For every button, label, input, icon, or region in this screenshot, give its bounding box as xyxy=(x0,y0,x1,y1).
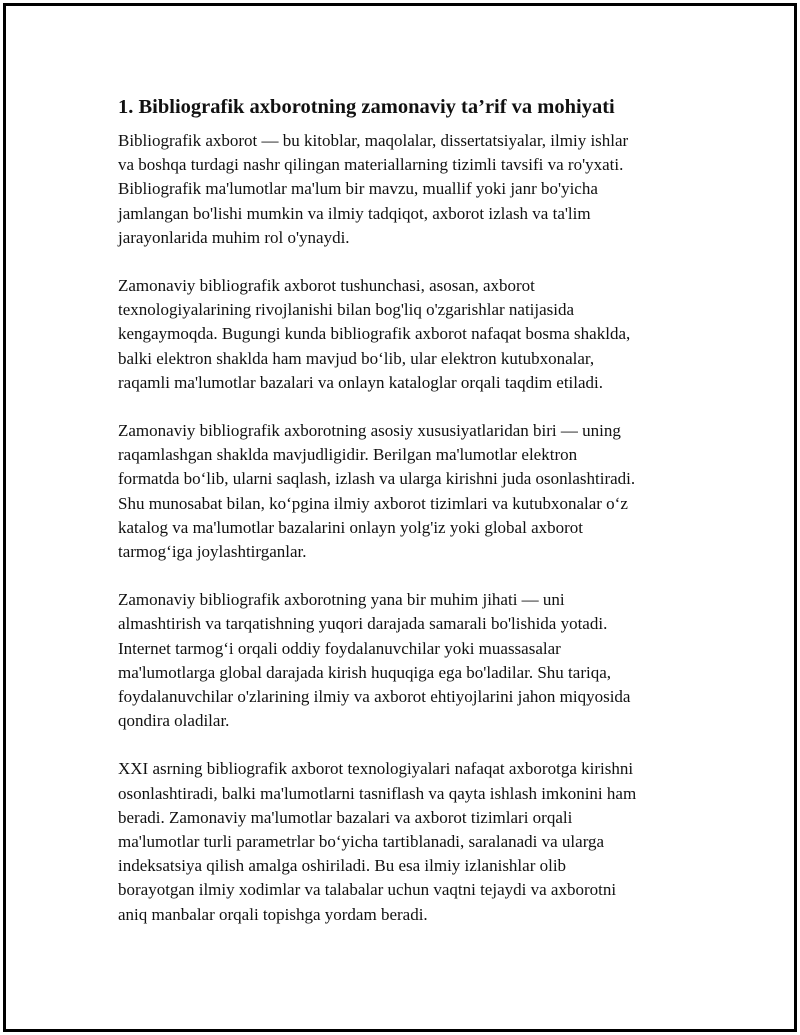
paragraph-2 xyxy=(118,274,688,395)
paragraph-5 xyxy=(118,757,688,926)
text-line: balki elektron shaklda ham mavjud bo‘lib, ular elektron kutubxonalar, xyxy=(118,348,595,368)
text-line: ma'lumotlar turli parametrlar bo‘yicha tartiblanadi, saralanadi va ularga xyxy=(118,832,605,852)
text-line: raqamlashgan shaklda mavjudligidir. Berilgan ma'lumotlar elektron xyxy=(118,445,578,465)
text-line: qondira oladilar. xyxy=(118,711,230,731)
document-body xyxy=(118,94,688,951)
text-line: katalog va ma'lumotlar bazalarini onlayn yolg'iz yoki global axborot xyxy=(118,517,583,537)
text-line: Zamonaviy bibliografik axborotning asosiy xususiyatlaridan biri — uning xyxy=(118,421,621,441)
text-line: raqamli ma'lumotlar bazalari va onlayn kataloglar orqali taqdim etiladi. xyxy=(118,372,604,392)
paragraph-3 xyxy=(118,419,688,564)
text-line: aniq manbalar orqali topishga yordam beradi. xyxy=(118,904,428,924)
text-line: osonlashtiradi, balki ma'lumotlarni tasniflash va qayta ishlash imkonini ham xyxy=(118,783,637,803)
text-line: almashtirish va tarqatishning yuqori darajada samarali bo'lishida yotadi. xyxy=(118,614,608,634)
section-heading: 1. Bibliografik axborotning zamonaviy ta’rif va mohiyati xyxy=(118,96,615,118)
text-line: Shu munosabat bilan, ko‘pgina ilmiy axborot tizimlari va kutubxonalar o‘z xyxy=(118,493,628,513)
text-line: Zamonaviy bibliografik axborot tushunchasi, asosan, axborot xyxy=(118,276,535,296)
paragraph-1 xyxy=(118,129,688,250)
text-line: jamlangan bo'lishi mumkin va ilmiy tadqiqot, axborot izlash va ta'lim xyxy=(118,203,591,223)
text-line: beradi. Zamonaviy ma'lumotlar bazalari va axborot tizimlari orqali xyxy=(118,807,573,827)
text-line: va boshqa turdagi nashr qilingan materiallarning tizimli tavsifi va ro'yxati. xyxy=(118,155,624,175)
text-line: indeksatsiya qilish amalga oshiriladi. Bu esa ilmiy izlanishlar olib xyxy=(118,856,567,876)
text-line: ma'lumotlarga global darajada kirish huquqiga ega bo'ladilar. Shu tariqa, xyxy=(118,662,612,682)
text-line: Internet tarmog‘i orqali oddiy foydalanuvchilar yoki muassasalar xyxy=(118,638,561,658)
text-line: tarmog‘iga joylashtirganlar. xyxy=(118,542,307,562)
text-line: texnologiyalarining rivojlanishi bilan bog'liq o'zgarishlar natijasida xyxy=(118,300,575,320)
paragraph-4 xyxy=(118,588,688,733)
text-line: kengaymoqda. Bugungi kunda bibliografik axborot nafaqat bosma shaklda, xyxy=(118,324,631,344)
text-line: formatda bo‘lib, ularni saqlash, izlash va ularga kirishni juda osonlashtiradi. xyxy=(118,469,636,489)
text-line: Bibliografik axborot — bu kitoblar, maqolalar, dissertatsiyalar, ilmiy ishlar xyxy=(118,131,629,150)
text-line: jarayonlarida muhim rol o'ynaydi. xyxy=(118,227,350,247)
text-line: XXI asrning bibliografik axborot texnologiyalari nafaqat axborotga kirishni xyxy=(118,759,634,779)
text-line: foydalanuvchilar o'zlarining ilmiy va axborot ehtiyojlarini jahon miqyosida xyxy=(118,687,631,707)
text-line: Zamonaviy bibliografik axborotning yana bir muhim jihati — uni xyxy=(118,590,565,610)
text-line: borayotgan ilmiy xodimlar va talabalar uchun vaqtni tejaydi va axborotni xyxy=(118,880,617,900)
text-line: Bibliografik ma'lumotlar ma'lum bir mavzu, muallif yoki janr bo'yicha xyxy=(118,179,598,199)
